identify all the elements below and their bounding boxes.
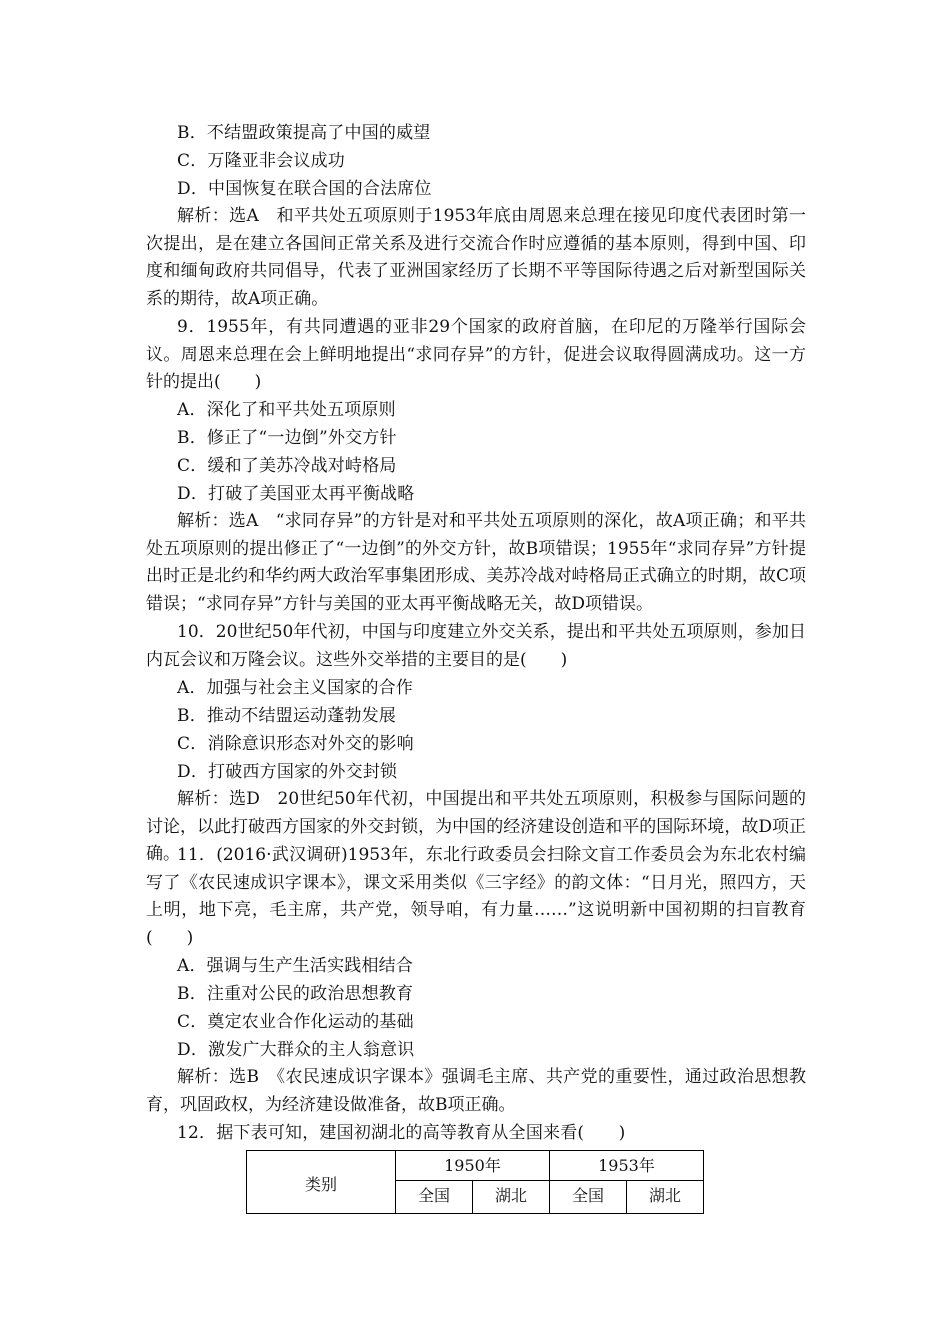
q10-option-d: D．打破西方国家的外交封锁	[177, 762, 398, 782]
table-header-year-1953: 1953年	[550, 1151, 704, 1181]
q10-stem: 10．20世纪50年代初，中国与印度建立外交关系，提出和平共处五项原则，参加日内瓦会议和万隆会议。这些外交举措的主要目的是( )	[146, 622, 806, 670]
q8-option-d: D．中国恢复在联合国的合法席位	[177, 179, 432, 199]
table-subheader-national-1953: 全国	[550, 1181, 627, 1214]
education-table	[246, 1150, 704, 1214]
q8-option-c: C．万隆亚非会议成功	[177, 151, 346, 171]
q9-option-d: D．打破了美国亚太再平衡战略	[177, 484, 415, 504]
q8-analysis: 解析：选A 和平共处五项原则于1953年底由周恩来总理在接见印度代表团时第一次提出，是在建立各国间正常关系及进行交流合作时应遵循的基本原则，得到中国、印度和缅甸政府共同倡导，代表了亚洲国家经历了长期不平等国际待遇之后对新型国际关系的期待，故A项正确。	[146, 206, 806, 309]
q10-option-c: C．消除意识形态对外交的影响	[177, 734, 414, 754]
q8-option-b: B．不结盟政策提高了中国的威望	[177, 123, 431, 143]
q10-option-b: B．推动不结盟运动蓬勃发展	[177, 706, 397, 726]
q9-stem: 9．1955年，有共同遭遇的亚非29个国家的政府首脑，在印尼的万隆举行国际会议。周恩来总理在会上鲜明地提出“求同存异”的方针，促进会议取得圆满成功。这一方针的提出( )	[146, 317, 806, 393]
q10-option-a: A．加强与社会主义国家的合作	[177, 678, 414, 698]
table-subheader-hubei-1953: 湖北	[627, 1181, 704, 1214]
q11-option-b: B．注重对公民的政治思想教育	[177, 984, 414, 1004]
q11-analysis: 解析：选B 《农民速成识字课本》强调毛主席、共产党的重要性，通过政治思想教育，巩固政权，为经济建设做准备，故B项正确。	[146, 1067, 806, 1115]
q9-analysis: 解析：选A “求同存异”的方针是对和平共处五项原则的深化，故A项正确；和平共处五项原则的提出修正了“一边倒”的外交方针，故B项错误；1955年“求同存异”方针提出时正是北约和华约两大政治军事集团形成、美苏冷战对峙格局正式确立的时期，故C项错误；“求同存异”方针与美国的亚太再平衡战略无关，故D项错误。	[146, 511, 806, 614]
table-header-row	[247, 1151, 704, 1181]
q11-option-c: C．奠定农业合作化运动的基础	[177, 1012, 414, 1032]
q11-option-a: A．强调与生产生活实践相结合	[177, 956, 414, 976]
table-header-category: 类别	[247, 1151, 396, 1214]
table-subheader-hubei-1950: 湖北	[473, 1181, 550, 1214]
q11-option-d: D．激发广大群众的主人翁意识	[177, 1040, 415, 1060]
q11-stem: 11．(2016·武汉调研)1953年，东北行政委员会扫除文盲工作委员会为东北农村编写了《农民速成识字课本》，课文采用类似《三字经》的韵文体：“日月光，照四方，天上明，地下亮，毛主席，共产党，领导咱，有力量……”这说明新中国初期的扫盲教育( )	[146, 845, 806, 948]
q12-stem: 12．据下表可知，建国初湖北的高等教育从全国来看( )	[177, 1123, 626, 1143]
q9-option-c: C．缓和了美苏冷战对峙格局	[177, 456, 397, 476]
q9-option-a: A．深化了和平共处五项原则	[177, 400, 396, 420]
table-subheader-national-1950: 全国	[396, 1181, 473, 1214]
table-header-year-1950: 1950年	[396, 1151, 550, 1181]
q9-option-b: B．修正了“一边倒”外交方针	[177, 428, 397, 448]
q10-analysis: 解析：选D 20世纪50年代初，中国提出和平共处五项原则，积极参与国际问题的讨论，以此打破西方国家的外交封锁，为中国的经济建设创造和平的国际环境，故D项正确。	[146, 789, 806, 865]
